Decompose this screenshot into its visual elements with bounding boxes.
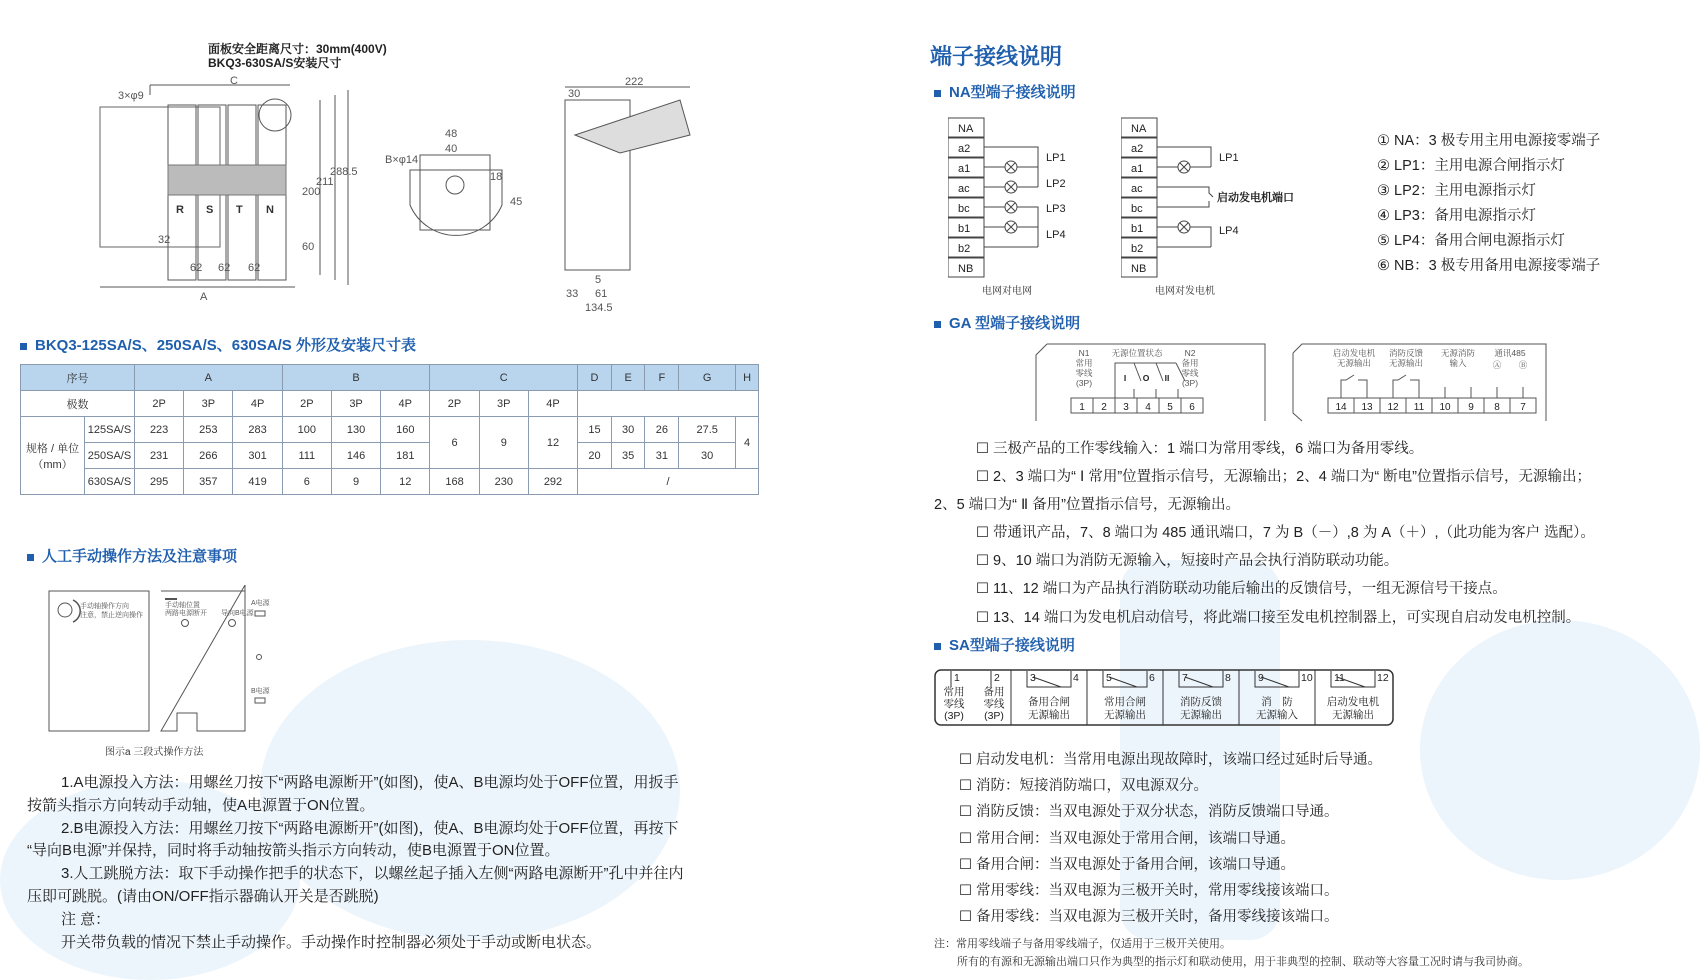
terminal-label: 无源输出 [1028,709,1070,721]
terminal-number: 5 [1106,672,1112,684]
terminal-number: 12 [1387,402,1399,413]
terminal-label: 消 防 [1261,696,1293,708]
terminal-label: 无源输出 [1180,709,1222,721]
terminal-label: bc [958,203,970,215]
svg-text:无源消防: 无源消防 [1440,348,1476,358]
installation-drawing [90,75,710,315]
svg-text:LP3: LP3 [1046,203,1066,215]
terminal-label: a2 [1131,143,1144,155]
svg-text:消防反馈: 消防反馈 [1388,348,1424,358]
svg-text:18: 18 [490,171,503,183]
svg-text:Ⓐ: Ⓐ [1492,360,1502,370]
svg-text:S: S [206,204,214,216]
terminal-label: NB [958,263,974,275]
svg-text:200: 200 [302,186,321,198]
svg-text:(3P): (3P) [984,710,1004,722]
terminal-label: NA [1131,123,1147,135]
drawing-caption: 面板安全距离尺寸：30mm(400V) BKQ3-630SA/S安装尺寸 [208,42,387,70]
terminal-number: 8 [1494,402,1500,413]
dim-c: C [230,75,238,87]
lamp-icon [1005,221,1017,233]
svg-text:62: 62 [248,262,261,274]
terminal-label: 备用合闸 [1028,696,1070,708]
svg-text:Ⓑ: Ⓑ [1518,360,1528,370]
terminal-label: a1 [1131,163,1144,175]
lamp-icon [1178,161,1190,173]
terminal-number: 9 [1468,402,1474,413]
svg-text:II: II [1164,373,1170,383]
svg-text:33: 33 [566,288,579,300]
terminal-number: 4 [1145,402,1151,413]
svg-text:无源位置状态: 无源位置状态 [1111,348,1163,358]
svg-text:启动发电机端口: 启动发电机端口 [1217,192,1294,204]
svg-text:无源输出: 无源输出 [1388,358,1424,368]
svg-text:40: 40 [445,143,458,155]
terminal-number: 9 [1258,672,1264,684]
svg-text:备用: 备用 [983,686,1005,698]
terminal-label: 启动发电机 [1326,696,1380,708]
svg-text:T: T [236,204,243,216]
svg-text:无源输出: 无源输出 [1336,358,1372,368]
terminal-label: NA [958,123,974,135]
terminal-number: 10 [1439,402,1451,413]
terminal-number: 3 [1030,672,1036,684]
terminal-number: 11 [1334,672,1345,684]
terminal-label: a1 [958,163,971,175]
svg-text:零线: 零线 [983,698,1005,710]
svg-text:32: 32 [158,234,171,246]
terminal-number: 10 [1301,672,1313,684]
svg-text:B电源: B电源 [251,688,270,695]
svg-text:手动轴操作方向: 手动轴操作方向 [80,603,129,610]
svg-text:LP4: LP4 [1219,225,1239,237]
terminal-label: b1 [958,223,971,235]
terminal-number: 6 [1149,672,1155,684]
ga-terminal-box-2 [1292,343,1548,423]
svg-text:图示a 三段式操作方法: 图示a 三段式操作方法 [105,747,204,758]
svg-text:常用: 常用 [943,686,965,698]
svg-text:备用: 备用 [1181,358,1199,368]
svg-text:60: 60 [302,241,315,253]
table-header-row: 序号 A B C D E F G H [21,365,759,391]
svg-text:电网对电网: 电网对电网 [982,286,1032,297]
svg-text:手动轴位置: 手动轴位置 [165,602,200,609]
svg-text:常用: 常用 [1075,358,1093,368]
svg-text:O: O [1142,373,1150,383]
sa-terminal-strip [934,669,1396,727]
poles [168,105,286,280]
terminal-number: 11 [1413,402,1425,413]
svg-text:62: 62 [190,262,203,274]
svg-text:输入: 输入 [1449,358,1467,368]
terminal-label: 常用合闸 [1104,696,1146,708]
svg-text:288.5: 288.5 [330,166,358,178]
svg-text:零线: 零线 [1181,368,1199,378]
terminal-number: 7 [1182,672,1188,684]
terminal-number: 3 [1123,402,1129,413]
table-row: 630SA/S 295 357 419 6 9 12 168 230 292 / [21,469,759,495]
map-watermark [1420,620,1700,880]
svg-text:LP2: LP2 [1046,178,1066,190]
svg-text:2: 2 [994,672,1000,684]
terminal-label: 无源输出 [1104,709,1146,721]
terminal-label: b1 [1131,223,1144,235]
svg-text:61: 61 [595,288,608,300]
svg-text:注意，禁止逆向操作: 注意，禁止逆向操作 [80,612,143,619]
lamp-icon [1005,161,1017,173]
terminal-label: 无源输入 [1256,709,1298,721]
svg-text:N2: N2 [1184,348,1196,358]
terminal-label: 无源输出 [1332,709,1374,721]
dimension-table [20,364,759,495]
svg-text:零线: 零线 [1075,368,1093,378]
terminal-number: 5 [1167,402,1173,413]
table-title: BKQ3-125SA/S、250SA/S、630SA/S 外形及安装尺寸表 [20,334,416,355]
svg-text:LP1: LP1 [1219,152,1239,164]
svg-text:(3P): (3P) [944,710,964,722]
svg-text:启动发电机: 启动发电机 [1332,348,1376,358]
na-title: NA型端子接线说明 [934,81,1076,102]
svg-text:电网对发电机: 电网对发电机 [1155,286,1215,297]
svg-text:30: 30 [568,88,581,100]
svg-text:45: 45 [510,196,523,208]
terminal-label: 消防反馈 [1180,696,1222,708]
svg-text:I: I [1123,373,1127,383]
svg-text:LP1: LP1 [1046,152,1066,164]
na-diagram-grid-generator [1121,117,1321,297]
terminal-label: ac [1131,183,1143,195]
manual-operation-title: 人工手动操作方法及注意事项 [27,545,237,566]
terminal-label: b2 [1131,243,1144,255]
svg-text:LP4: LP4 [1046,229,1066,241]
ga-title: GA 型端子接线说明 [934,312,1080,333]
terminal-label: a2 [958,143,971,155]
ga-terminal-box-1 [1035,343,1267,423]
lamp-icon [1178,221,1190,233]
lamp-icon [1005,201,1017,213]
terminal-number: 6 [1189,402,1195,413]
svg-text:N: N [266,204,274,216]
terminal-number: 1 [1079,402,1085,413]
three-stage-operation-figure [45,585,275,760]
svg-text:R: R [176,204,184,216]
footnote: 注：常用零线端子与备用零线端子，仅适用于三极开关使用。 所有的有源和无源输出端口只作为典型的指示灯和联动使用，用于非典型的控制、联动等大容量工况时请与我司协商。 [934,938,1529,968]
table-row: 规格 / 单位（mm） 125SA/S 223 253 283 100 130 160 6 9 12 15 30 26 27.5 4 [21,417,759,443]
na-diagram-grid-grid [948,117,1108,297]
terminal-label: b2 [958,243,971,255]
terminal-label: NB [1131,263,1147,275]
svg-text:零线: 零线 [943,698,965,710]
terminal-number: 8 [1225,672,1231,684]
svg-text:N1: N1 [1078,348,1090,358]
svg-text:B×φ14: B×φ14 [385,154,419,166]
terminal-label: ac [958,183,970,195]
manual-instructions: 1.A电源投入方法：用螺丝刀按下“两路电源断开”(如图)，使A、B电源均处于OFF位置，用扳手 按箭头指示方向转动手动轴，使A电源置于ON位置。 2.B电源投入方法：用螺丝刀按下“两路电源断开”(如图)，使A、B电源均处于OFF位置，再按下 “导向B电源”并保持，同时将手动轴按箭头指示方向转动，使B电源置于ON位置。 3.人工跳脱方法：取下手动操作把手的状态下，以螺丝起子插入左侧“两路电源断开”孔中并往内 压即可跳脱。(请由ON/OFF指示器确认开关是否跳脱) 注 意： 开关带负载的情况下禁止手动操作。手动操作时控制器必须处于手动或断电状态。 [27,774,684,951]
svg-text:A: A [200,291,208,303]
svg-text:134.5: 134.5 [585,302,613,314]
dim-holes: 3×φ9 [118,90,144,102]
svg-text:(3P): (3P) [1075,378,1093,388]
svg-text:222: 222 [625,76,644,88]
terminal-number: 4 [1073,672,1079,684]
svg-text:48: 48 [445,128,458,140]
svg-text:211: 211 [316,176,334,188]
svg-text:两路电源断开: 两路电源断开 [165,610,207,617]
svg-text:通讯485: 通讯485 [1494,348,1526,358]
sa-title: SA型端子接线说明 [934,634,1075,655]
svg-text:1: 1 [954,672,960,684]
lamp-icon [1005,181,1017,193]
svg-text:62: 62 [218,262,231,274]
terminal-number: 14 [1335,402,1347,413]
svg-text:导向B电源: 导向B电源 [221,610,254,617]
terminal-number: 12 [1377,672,1389,684]
svg-text:5: 5 [595,274,602,286]
terminal-number: 13 [1361,402,1373,413]
table-row: 极数 2P 3P 4P 2P 3P 4P 2P 3P 4P [21,391,759,417]
svg-text:A电源: A电源 [251,600,270,607]
svg-text:(3P): (3P) [1181,378,1199,388]
terminal-label: bc [1131,203,1143,215]
page-title: 端子接线说明 [930,44,1063,69]
terminal-number: 2 [1101,402,1107,413]
terminal-number: 7 [1520,402,1526,413]
table-row: 250SA/S 231 266 301 111 146 181 20 35 31 30 [21,443,759,469]
